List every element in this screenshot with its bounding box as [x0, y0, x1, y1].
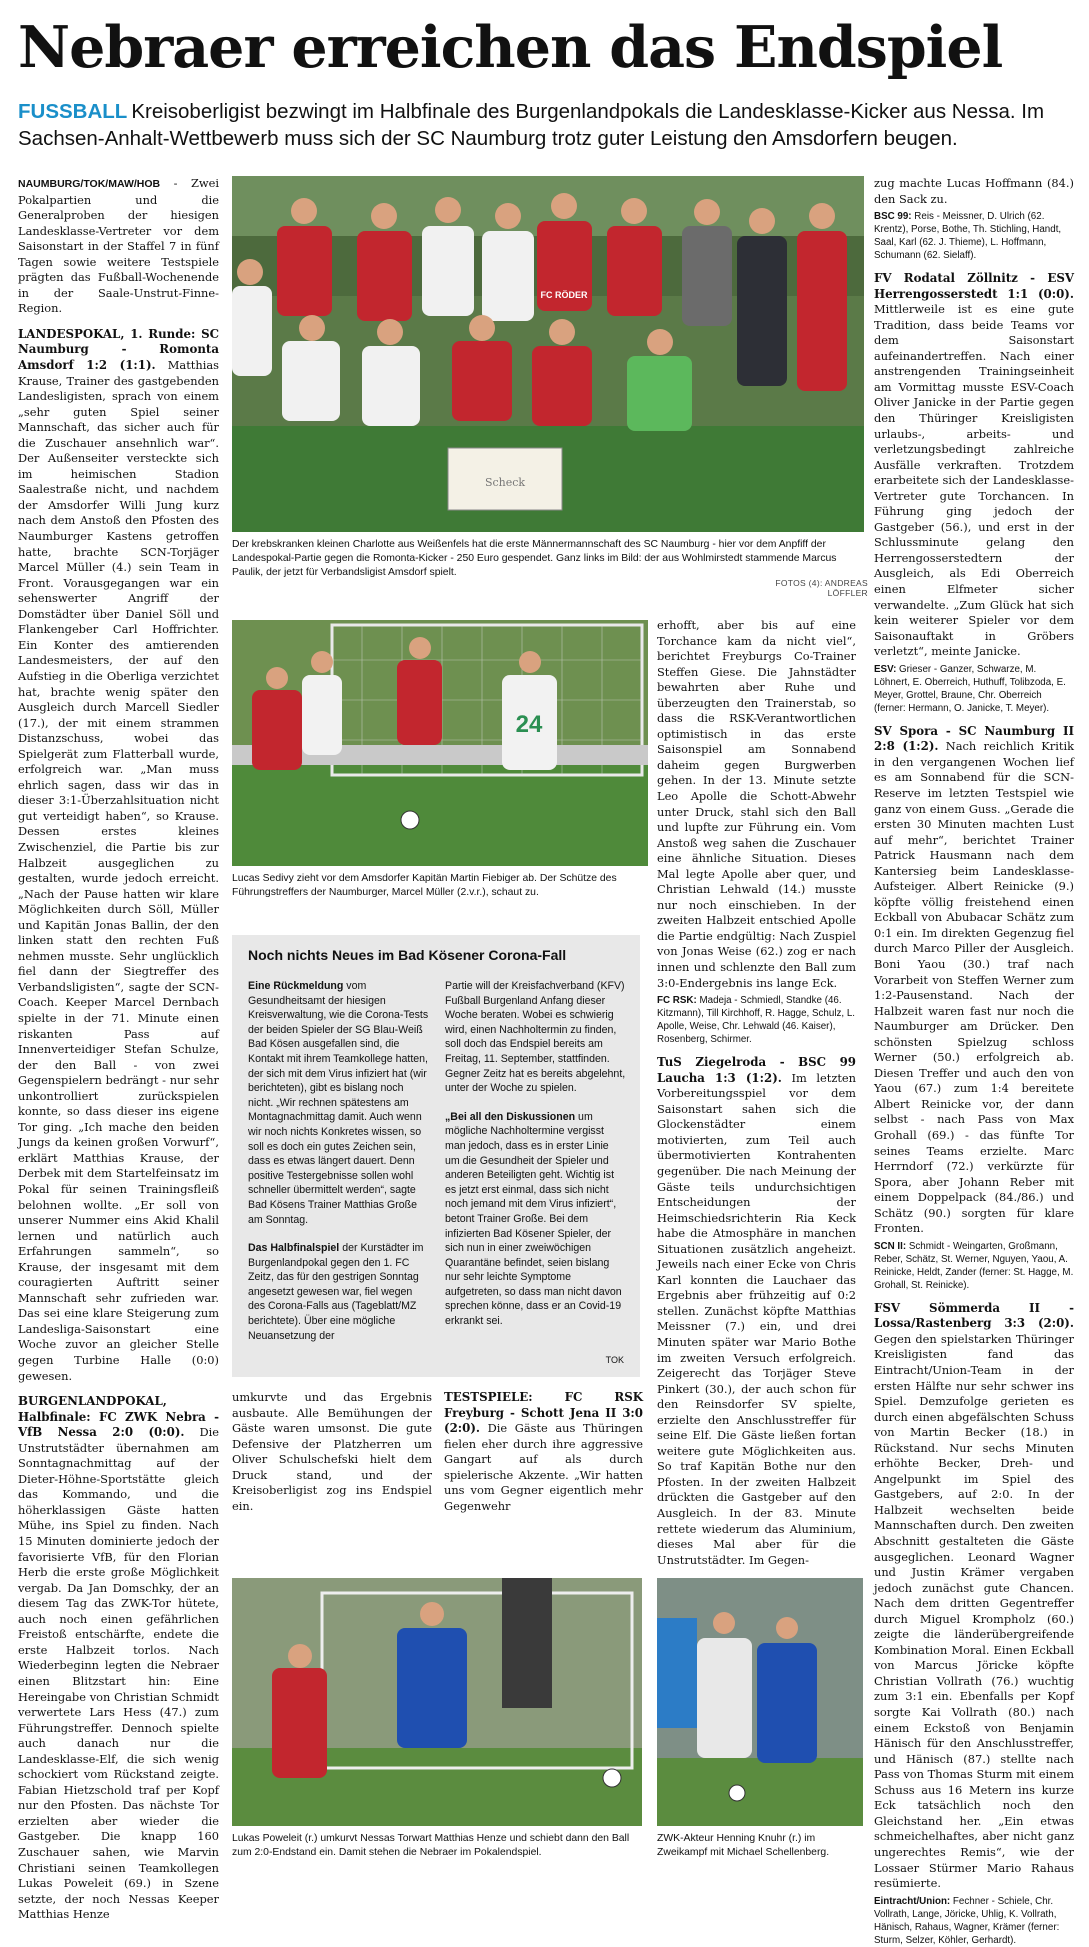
infobox-text: um mögliche Nachholtermine vergisst man jedoch, dass es in erster Linie um die Gesundheit der Spieler und anderen Beteiligten geht. Wichtig ist es jetzt erst einmal, dass sich nicht noch jemand mit dem Virus infiziert“, betont Trainer Große. Bei dem infizierten Bad Kösener Spieler, der sich nun in einer zweiwöchigen Quarantäne befindet, seien bislang nur sehr leichte Symptome aufgetreten, so dass man nicht davon sprechen könne, dass er an Covid-19 erkrankt sei.	[445, 1110, 622, 1328]
infobox-title: Noch nichts Neues im Bad Kösener Corona-Fall	[248, 947, 567, 963]
lineup-text: Reis - Meissner, D. Ulrich (62. Krentz), Porse, Bothe, Th. Stichling, Handt, Saal, Karl (62. J. Thieme), L. Hoffmann, Schumann (62. Sielaff).	[874, 211, 1062, 262]
lineup-text: Fechner - Schiele, Chr. Vollrath, Lange, Jöricke, Uhlig, K. Vollrath, Hänisch, Rahaus, Wagner, Krämer (ferner: Sturm, Selzer, Köhler, Gerhardt).	[874, 1895, 1060, 1946]
article-column-2	[232, 1390, 432, 1540]
section-heading: SV Spora - SC Naumburg II 2:8 (1:2).	[874, 723, 1074, 754]
lineup-text: Grieser - Ganzer, Schwarze, M. Löhnert, E. Oberreich, Huthuff, Tolibzoda, E. Meyer, Grottel, Braune, Chr. Oberreich (ferner: Hermann, O. Janicke, T. Meyer).	[874, 663, 1066, 714]
lineup-text: Schmidt - Weingarten, Großmann, Reber, Schätz, St. Werner, Nguyen, Yaou, A. Reinicke, Heldt, Zander (ferner: St. Hagge, M. Grohall, St. Reinicke).	[874, 1240, 1074, 1291]
photo-credit: FOTOS (4): ANDREAS LÖFFLER	[775, 578, 868, 598]
infobox-column-left	[248, 979, 429, 1357]
infobox-text: Partie will der Kreisfachverband (KFV) Fußball Burgenland Anfang dieser Woche beraten. Wobei es schwierig wird, einen Nachholtermin zu finden, soll doch das Endspiel bereits am Freitag, 11. September, stattfinden. Gegner Zeitz hat es bereits abgelehnt, unter der Woche zu spielen.	[445, 980, 626, 1095]
infobox-lead: „Bei all den Diskussionen	[445, 1110, 576, 1123]
paragraph: Die Unstrutstädter übernahmen am Sonntagnachmittag auf der Dieter-Höhne-Sportstätte gleich das Kommando, und die höherklassigen Gäste hatten Mühe, ins Spiel zu finden. Nach 15 Minuten dominierte jedoch der favorisierte VfB, für den Florian Herb die erste große Möglichkeit vergab. Da Jan Domschky, der an diesem Tag das ZWK-Tor hütete, auch noch einen gefährlichen Freistoß entschärfte, endete die erste Halbzeit torlos. Nach Wiederbeginn legten die Nebraer einen Blitzstart hin: Eine Hereingabe von Christian Schmidt verwertete Lars Hess (47.) zum Führungstreffer. Dennoch spielte auch danach nur die Landesklasse-Elf, die sich wenig schockiert vom Rückstand zeigte. Fabian Hietzschold traf per Kopf nur den Pfosten. Das nächste Tor erzielten aber wieder die Gastgeber. Die knapp 160 Zuschauer sahen, wie Marvin Christiani seinen Teamkollegen Lukas Poweleit (69.) in Szene setzte, der noch Nessas Keeper Matthias Henze	[18, 1425, 219, 1922]
match-photo-2-image	[232, 1578, 642, 1826]
infobox-signature: TOK	[605, 1355, 624, 1365]
lineup-label: FC RSK:	[657, 995, 697, 1007]
article-column-1	[18, 176, 219, 1922]
match-photo-3-image	[657, 1578, 863, 1826]
article-column-3b	[444, 1390, 643, 1540]
intro-text: - Zwei Pokalpartien und die Generalproben der hiesigen Landesklasse-Vertreter vor dem Saisonstart in der Staffel 7 in fünf Tagen sowie weitere Testspiele prägten das Fußball-Wochenende in der Saale-Unstrut-Finne-Region.	[18, 176, 219, 316]
lineup-label: BSC 99:	[874, 211, 912, 223]
section-heading: FSV Sömmerda II - Lossa/Rastenberg 3:3 (2:0).	[874, 1300, 1074, 1331]
shirt-number: 24	[515, 711, 543, 738]
lineup-label: ESV:	[874, 663, 897, 675]
lineup-label: SCN II:	[874, 1240, 907, 1252]
section-heading: TuS Ziegelroda - BSC 99 Laucha 1:3 (1:2).	[657, 1055, 856, 1085]
lineup-label: Eintracht/Union:	[874, 1895, 951, 1907]
match-photo-1-image	[232, 620, 648, 866]
infobox-text: der Kurstädter im Burgenlandpokal gegen den 1. FC Zeitz, das für den gestrigen Sonntag angesetzt gewesen war, fiel wegen des Corona-Falls aus (Tageblatt/MZ berichtete). Über eine mögliche Neuansetzung der	[248, 1242, 424, 1342]
section-heading: BURGENLANDPOKAL, Halbfinale: FC ZWK Nebra - VfB Nessa 2:0 (0:0).	[18, 1394, 219, 1440]
team-photo-image	[232, 176, 864, 532]
paragraph: Im letzten Vorbereitungsspiel vor dem Saisonstart sahen sich die Glockenstädter einem motivierten, zum Teil auch übermotivierten Kontrahenten gegenüber. Die nach Meinung der Gäste teils undurchsichtigen Entscheidungen der Heimschiedsrichterin Ria Keck habe die Atmosphäre in manchen Situationen zusätzlich angeheizt. Jeweils nach einer Ecke von Chris Karl konnten die Lauchaer das Ergebnis aber frühzeitig auf 0:2 stellen. Zunächst köpfte Matthias Meissner (7.) ein, und drei Minuten später war Mario Bothe im zweiten Versuch erfolgreich. Zeigerecht das Torjäger Steve Pinkert (30.), der auch schon für den Reinsdorfer SV spielte, erzielte den Anschlusstreffer für seine Elf. Die Gäste ließen fortan weitere gute Möglichkeiten aus. So traf Kapitän Bothe nur den Pfosten. In der zweiten Halbzeit drückten die Gastgeber auf den Ausgleich. In der 83. Minute rettete wiederum das Aluminium, dieses Mal aber für die Unstrutstädter. Im Gegen-	[657, 1070, 856, 1567]
paragraph: Mittlerweile ist es eine gute Tradition, dass beide Teams vor dem Saisonstart aufeinandertreffen. Nach einer anstrengenden Trainingseinheit am Vormittag musste ESV-Coach Oliver Janicke in der Partie gegen den Thüringer Kreisligisten urlaubs-, arbeits- und verletzungsbedingt zahlreiche Ausfälle verkraften. Trotzdem erarbeitete sich der Landesklasse-Vertreter gute Torchancen. In Führung ging jedoch der Gastgeber (56.), und erst in der Schlussminute gelang den Herrengosserstedtern der Ausgleich, als Edi Oberreich einen Elfmeter sicher verwandelte. „Zum Glück hat sich kein weiterer Spieler vor dem Saisonauftakt in Gröbers verletzt“, meinte Janicke.	[874, 302, 1074, 659]
section-heading: LANDESPOKAL, 1. Runde: SC Naumburg - Romonta Amsdorf 1:2 (1:1).	[18, 326, 219, 373]
infobox-lead: Das Halbfinalspiel	[248, 1242, 340, 1255]
article-column-4	[874, 176, 1075, 1946]
paragraph: umkurvte und das Ergebnis ausbaute. Alle Bemühungen der Gäste waren umsonst. Die gute Defensive der Platzherren um Oliver Schulschefski hielt dem Druck stand, und der Kreisoberligist zog ins Endspiel ein.	[232, 1390, 432, 1513]
kicker: FUSSBALL	[18, 100, 128, 123]
team-photo-caption: Der krebskranken kleinen Charlotte aus Weißenfels hat die erste Männermannschaft des SC Naumburg - hier vor dem Anpfiff der Landespokal-Partie gegen die Romonta-Kicker - 250 Euro gespendet. Ganz links im Bild: der aus Wohlmirstedt stammende Marcus Paulik, der jetzt für Verbandsligist Amsdorf spielt.	[232, 539, 837, 578]
section-heading: FV Rodatal Zöllnitz - ESV Herrengosserstedt 1:1 (0:0).	[874, 271, 1074, 301]
paragraph: Matthias Krause, Trainer des gastgebenden Landesligisten, sprach von einem „sehr guten Spiel seiner Mannschaft, das sicher auch für die Zuschauer ansehnlich war“. Der Außenseiter versteckte sich im heimischen Stadion Saalestraße nicht, und nachdem der Amsdorfer Willi Jung kurz nach dem Anstoß den Pfosten des Naumburger Kastens getroffen hatte, brachte SCN-Torjäger Marcel Müller (4.) sein Team in Front. Vorausgegangen war ein sehenswerter Angriff der Domstädter über Daniel Söll und Flankengeber Carl Hoffrichter. Ein Konter des amtierenden Landesmeisters, der auf den Aufstieg in die Oberliga verzichtet hat, brachte wenig später den Ausgleich durch Marcell Siedler (17.), der mit einem strammen Distanzschuss, wobei das Spielgerät zum Flatterball wurde, erfolgreich war. „Man muss ehrlich sagen, dass wir das in dieser 3:1-Überzahlsituation nicht gut verteidigt haben“, so Krause. Dessen erstes kleines Zwischenziel, die Partie bis zur Halbzeit ausgeglichen zu gestalten, wurde jedoch erreicht. „Nach der Pause hatten wir klare Möglichkeiten durch Söll, Müller und Kapitän Jonas Ballin, der den linken statt den rechten Fuß nehmen musste. Sehr unglücklich fiel dann der Siegtreffer des Verbandsligisten“, sagte der SCN-Coach. Keeper Marcel Dernbach spielte in der 71. Minute einen riskanten Pass auf Innenverteidiger Stefan Schulze, der den Ball - von zwei Gegenspielern bedrängt - nur sehr unkontrolliert zurückspielen konnte, so dass dieser ins eigene Tor ging. „Ich mache den beiden Jungs da keinen großen Vorwurf“, erklärt Matthias Krause, der Derbek mit dem Startelfeinsatz im Pokal für seinen Trainingsfleiß belohnen wollte. „Er soll von unserer Nummer eins Akid Khalil lernen und natürlich auch Erfahrungen sammeln“, so Krause, der insgesamt mit dem couragierten Auftritt seiner Mannschaft sehr zufrieden war. Das sei eine klare Steigerung zum Landesliga-Saisonstart eine Woche zuvor an gleicher Stelle gegen Turbine Halle (0:0) gewesen.	[18, 358, 219, 1383]
corona-infobox	[232, 935, 640, 1377]
match-photo-2-caption: Lukas Poweleit (r.) umkurvt Nessas Torwart Matthias Henze und schiebt dann den Ball zum 2:0-Endstand ein. Damit stehen die Nebraer im Pokalendspiel.	[232, 1833, 630, 1858]
match-photo-3-caption: ZWK-Akteur Henning Knuhr (r.) im Zweikampf mit Michael Schellenberg.	[657, 1833, 830, 1858]
infobox-column-right	[445, 979, 626, 1343]
paragraph: Gegen den spielstarken Thüringer Kreisligisten fand das Eintracht/Union-Team in der ersten Hälfte nur sehr schwer ins Spiel. Demzufolge gerieten es durch einen abgefälschten Schuss von Martin Becker (18.) in Rückstand. Nur sechs Minuten erhöhte Becker, Dreh- und Angelpunkt im Spiel des Gastgebers, auf 2:0. In der Halbzeit wechselten beide Mannschaften durch. Den zweiten Abschnitt gestalteten die Gäste ausgeglichen. Leonard Wagner und Justin Krämer vergaben jedoch zunächst gute Chancen. Nach dem dritten Gegentreffer durch Miguel Krompholz (60.) zeigte die länderübergreifende Kombination Moral. Einen Eckball von Marcus Jöricke köpfte Christian Vollrath (76.) wuchtig zum 3:1 ein. Ebenfalls per Kopf sorgte Kai Vollrath (80.) nach einem Eckstoß von Benjamin Hänisch für den Anschlusstreffer, und Hänisch (87.) stellte nach Pass von Thomas Sturm mit einem Schuss aus 16 Metern ins kurze Eck tatsächlich noch den Gleichstand her. „Ein etwas schmeichelhaftes, aber nicht ganz ungerechtes Remis“, wie der Lossaer Stürmer Mario Rahaus resümierte.	[874, 1331, 1074, 1891]
dateline: NAUMBURG/TOK/MAW/HOB	[18, 178, 161, 190]
headline: Nebraer erreichen das Endspiel	[18, 14, 1003, 81]
subheadline	[18, 98, 1078, 152]
sponsor-logo: FC RÖDER	[540, 290, 588, 300]
team-photo	[232, 176, 864, 532]
paragraph: Nach reichlich Kritik in den vergangenen Wochen lief es am Sonnabend für die SCN-Reserve im letzten Testspiel wie ganz von einem Guss. „Gerade die ersten 30 Minuten machten Lust auf mehr“, berichtet Trainer Patrick Hausmann nach dem Kantersieg beim Landesklasse-Aufsteiger. Albert Reinicke (9.) köpfte völlig freistehend einen Eckball von Abubacar Schätz zum 0:1 ein. Im direkten Gegenzug fiel durch Marco Piller der Ausgleich. Boni Yaou (30.) traf nach Vorarbeit von Steffen Werner zum 1:2-Pausenstand. Nach der Halbzeit waren fast nur noch die Naumburger am Drücker. Den schönsten Spielzug schloss Werner (50.) erfolgreich ab. Diesen Treffer und auch den von Yaou (67.) zum 1:4 bereitete Albert Reinicke vor, der dann selbst - nach Pass von Max Grohall (69.) - das fünfte Tor seines Teams erzielte. Marc Herrndorf (72.) verkürzte für Spora, aber Johann Reber mit einem Doppelpack (84./86.) und Schätz (90.) sorgten für klare Fronten.	[874, 739, 1075, 1236]
match-photo-2	[232, 1578, 642, 1826]
article-column-3	[657, 618, 856, 1567]
infobox-lead: Eine Rückmeldung	[248, 980, 344, 992]
paragraph: Die Gäste aus Thüringen fielen eher durch ihre aggressive Gangart auf als durch spielerische Akzente. „Wir hatten uns vom Gegner eigentlich mehr Gegenwehr	[444, 1421, 643, 1513]
match-photo-1	[232, 620, 648, 866]
lineup-text: Madeja - Schmiedl, Standke (46. Kitzmann), Till Kirchhoff, R. Hagge, Schulz, L. Apolle, Weise, Chr. Lehwald (46. Kaiser), Rosenberg, Schirmer.	[657, 995, 856, 1046]
cheque-label: Scheck	[484, 476, 526, 489]
match-photo-1-caption: Lucas Sedivy zieht vor dem Amsdorfer Kapitän Martin Fiebiger ab. Der Schütze des Führungstreffers der Naumburger, Marcel Müller (2.v.r.), schaut zu.	[232, 873, 617, 898]
section-heading: TESTSPIELE: FC RSK Freyburg - Schott Jena II 3:0 (2:0).	[444, 1390, 643, 1436]
match-photo-3	[657, 1578, 863, 1826]
paragraph: erhofft, aber bis auf eine Torchance kam da nicht viel“, berichtet Freyburgs Co-Trainer Steffen Giese. Die Jahnstädter bewahrten aber Ruhe und überzeugten den Trainerstab, so dass die RSK-Verantwortlichen optimistisch in das erste Saisonspiel am Sonnabend daheim gegen Burgwerben gehen. In der 13. Minute setzte Leo Apolle die Schott-Abwehr unter Druck, stahl sich den Ball und lupfte zur Führung ein. Vom Anstoß weg sahen die Zuschauer eine ähnliche Situation. Dieses Mal legte Apolle aber quer, und Christian Lehwald (14.) musste nur noch einschieben. In der zweiten Halbzeit entschied Apolle die Partie endgültig: Nach Zuspiel von Jonas Weise (62.) zog er nach innen und schlenzte den Ball zum 3:0-Endergebnis ins lange Eck.	[657, 618, 856, 990]
subheadline-text: Kreisoberligist bezwingt im Halbfinale des Burgenlandpokals die Landesklasse-Kicker aus Nessa. Im Sachsen-Anhalt-Wettbewerb muss sich der SC Naumburg trotz guter Leistung den Amsdorfern beugen.	[18, 100, 1045, 150]
paragraph: zug machte Lucas Hoffmann (84.) den Sack zu.	[874, 176, 1074, 206]
infobox-text: vom Gesundheitsamt der hiesigen Kreisverwaltung, wie die Corona-Tests der beiden Spieler der SG Blau-Weiß Bad Kösen ausgefallen sind, die Kontakt mit ihrem Teamkollege hatten, der sich mit dem Virus infiziert hat (wir berichteten), gibt es bislang noch nicht. „Wir rechnen spätestens am Montagnachmittag damit. Auch wenn wir noch nichts Konkretes wissen, so soll es doch ein gutes Zeichen sein, dass es etwas längert dauert. Denn positive Testergebnisse sollen wohl schneller übermittelt werden“, sagte Bad Kösens Trainer Matthias Große am Sonntag.	[248, 980, 429, 1226]
